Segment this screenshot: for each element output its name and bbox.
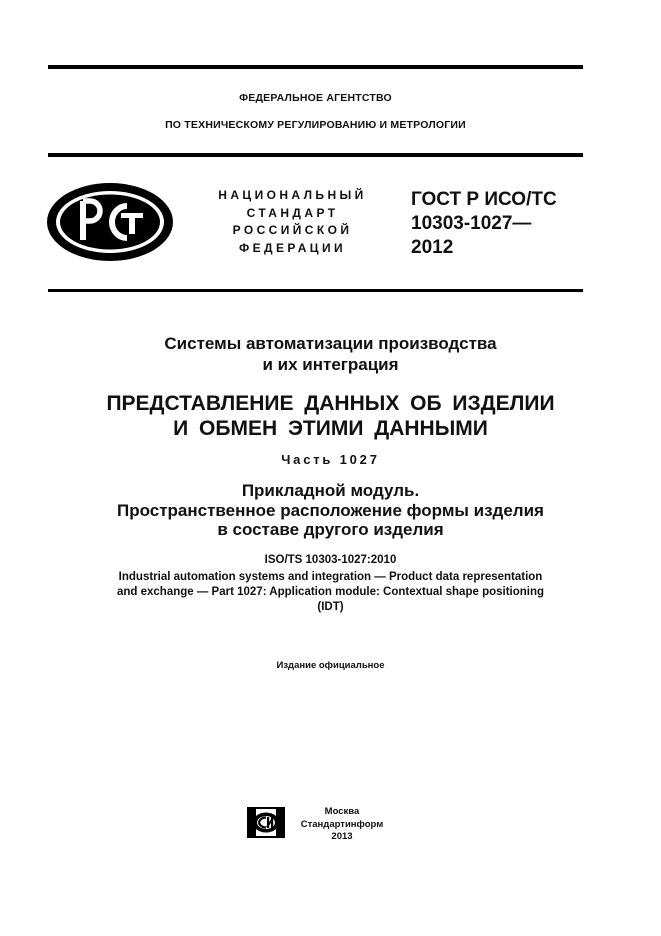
standard-type-line: ФЕДЕРАЦИИ	[238, 240, 347, 255]
series-title-line: и их интеграция	[262, 355, 399, 374]
publisher-city: Москва	[324, 806, 360, 817]
subtitle-line: в составе другого изделия	[217, 520, 444, 539]
series-title-line: Системы автоматизации производства	[164, 334, 497, 353]
agency-line-1: ФЕДЕРАЛЬНОЕ АГЕНТСТВО	[239, 92, 392, 104]
part-subtitle	[0, 481, 661, 540]
part-number: Часть 1027	[281, 452, 380, 467]
standard-designation	[411, 188, 557, 260]
publisher-year: 2013	[331, 831, 353, 842]
iso-code: ISO/TS 10303-1027:2010	[264, 554, 397, 566]
standard-type-block	[200, 187, 385, 257]
main-title-line: ПРЕДСТАВЛЕНИЕ ДАННЫХ ОБ ИЗДЕЛИИ	[106, 392, 555, 415]
standard-type-line: РОССИЙСКОЙ	[232, 223, 353, 237]
subtitle-line: Пространственное расположение формы изделия	[117, 500, 544, 520]
standartinform-logo-icon	[247, 807, 285, 838]
designation-line: 10303-1027—	[411, 213, 532, 234]
designation-rule	[48, 289, 583, 292]
publisher-block	[292, 806, 392, 844]
agency-line-2: ПО ТЕХНИЧЕСКОМУ РЕГУЛИРОВАНИЮ И МЕТРОЛОГИИ	[165, 119, 466, 131]
english-title-line: and exchange — Part 1027: Application module: Contextual shape positioning	[116, 586, 545, 598]
main-title-line: И ОБМЕН ЭТИМИ ДАННЫМИ	[173, 417, 488, 440]
rst-mark-icon	[45, 181, 175, 263]
top-rule	[48, 65, 583, 69]
designation-line: ГОСТ Р ИСО/ТС	[411, 189, 557, 210]
series-title	[0, 333, 661, 375]
main-title	[0, 391, 661, 441]
standard-type-line: НАЦИОНАЛЬНЫЙ	[218, 188, 367, 202]
designation-line: 2012	[411, 237, 454, 258]
english-title-line: Industrial automation systems and integration — Product data representation	[118, 571, 543, 583]
iso-english-title	[0, 570, 661, 615]
standard-type-line: СТАНДАРТ	[246, 205, 339, 220]
english-title-line: (IDT)	[317, 601, 344, 613]
publisher-name: Стандартинформ	[300, 818, 384, 830]
edition-label: Издание официальное	[276, 660, 385, 671]
header-rule	[48, 153, 583, 157]
subtitle-line: Прикладной модуль.	[241, 481, 420, 500]
